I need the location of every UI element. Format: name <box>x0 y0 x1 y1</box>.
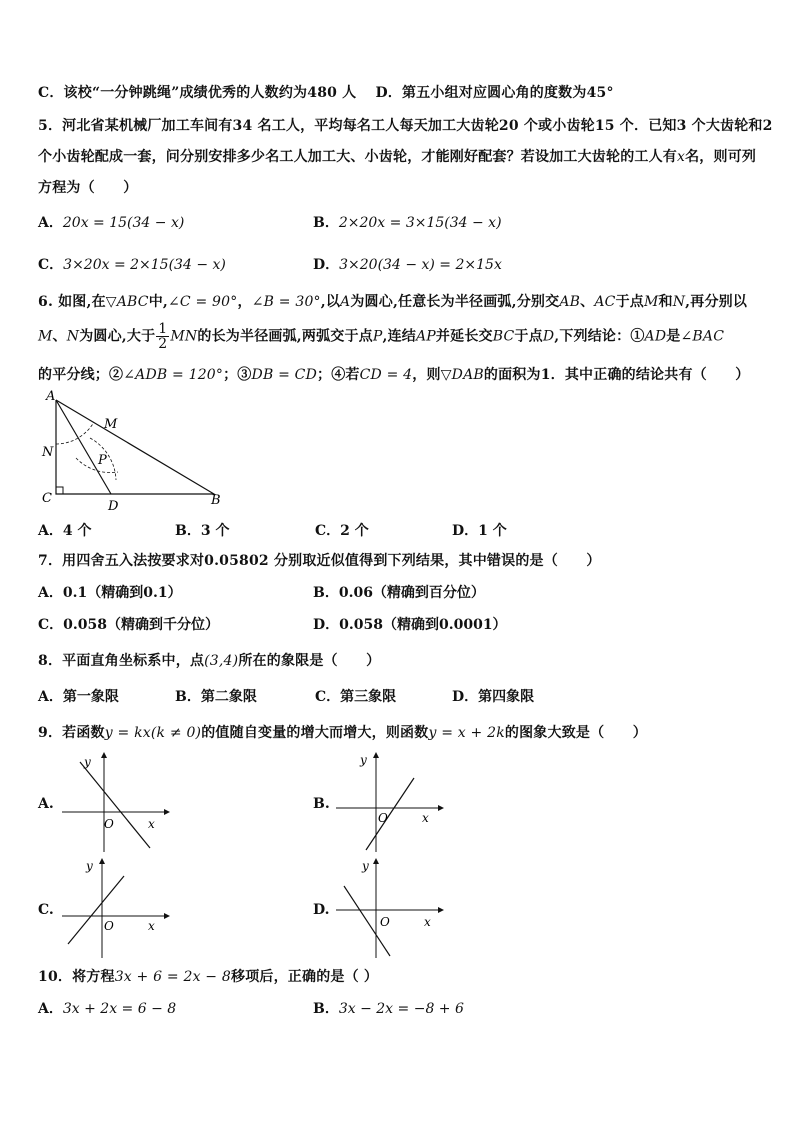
q8-option-a: A．第一象限 <box>38 689 119 705</box>
svg-text:y: y <box>86 859 93 873</box>
q9-option-a-label: A. <box>38 796 54 812</box>
q7-option-d: D．0.058（精确到0.0001） <box>313 617 507 633</box>
q7-option-c: C．0.058（精确到千分位） <box>38 617 219 633</box>
prev-option-d: D．第五小组对应圆心角的度数为45° <box>375 85 614 101</box>
label-a: A <box>46 389 56 404</box>
svg-text:O: O <box>104 919 114 933</box>
right-angle-mark <box>56 487 63 494</box>
q8-option-d: D．第四象限 <box>452 689 535 705</box>
q6-triangle-figure <box>38 388 228 514</box>
svg-text:y: y <box>84 755 91 769</box>
label-p: P <box>98 453 107 468</box>
label-m: M <box>104 417 118 432</box>
label-n: N <box>42 445 54 460</box>
q6-option-d: D．1 个 <box>452 523 507 539</box>
svg-text:x: x <box>422 811 429 825</box>
q9-option-b-label: B. <box>313 796 330 812</box>
q5-stem-line2: 个小齿轮配成一套，问分别安排多少名工人加工大、小齿轮，才能刚好配套？若设加工大齿轮的工人有x名，则可列 <box>38 149 757 165</box>
q5-option-d: D．3×20(34 − x) = 2×15x <box>313 257 502 273</box>
svg-text:y: y <box>362 859 369 873</box>
prev-option-c: C．该校“一分钟跳绳”成绩优秀的人数约为480 人 D．第五小组对应圆心角的度数为45° <box>38 85 614 101</box>
svg-text:y: y <box>360 753 367 767</box>
q6-option-b: B．3 个 <box>175 523 230 539</box>
q5-stem-line3: 方程为（ ） <box>38 180 138 196</box>
q10-option-b: B．3x − 2x = −8 + 6 <box>313 1001 464 1017</box>
label-b: B <box>211 493 221 508</box>
q6-option-a: A．4 个 <box>38 523 92 539</box>
q9-graph-c <box>60 858 170 960</box>
svg-text:x: x <box>424 915 431 929</box>
q9-graph-d <box>334 858 444 960</box>
triangle-abc <box>56 400 214 494</box>
q10-stem: 10．将方程3x + 6 = 2x − 8移项后，正确的是（ ） <box>38 969 379 985</box>
svg-text:O: O <box>380 915 390 929</box>
q7-stem: 7．用四舍五入法按要求对0.05802 分别取近似值得到下列结果，其中错误的是（ ） <box>38 553 601 569</box>
q6-stem-line2: M、N为圆心,大于 $\frac{1}{2}$ MN的长为半径画弧,两弧交于点P,连结AP并延长交BC于点D,下列结论：①AD是∠BAC <box>38 321 725 352</box>
svg-text:x: x <box>148 817 155 831</box>
q7-option-a: A．0.1（精确到0.1） <box>38 585 182 601</box>
label-c: C <box>42 491 52 506</box>
label-d: D <box>108 499 119 514</box>
q9-option-c-label: C. <box>38 902 54 918</box>
q9-option-d-label: D. <box>313 902 330 918</box>
q5-option-a: A．20x = 15(34 − x) <box>38 215 185 231</box>
q5-stem-line1: 5．河北省某机械厂加工车间有34 名工人，平均每名工人每天加工大齿轮20 个或小齿轮15 个．已知3 个大齿轮和2 <box>38 118 773 134</box>
q9-graph-b <box>334 752 444 854</box>
q8-option-b: B．第二象限 <box>175 689 257 705</box>
q8-stem: 8．平面直角坐标系中，点(3,4)所在的象限是（ ） <box>38 653 381 669</box>
svg-text:x: x <box>148 919 155 933</box>
q9-graph-a <box>60 752 170 854</box>
fraction-half: $\frac{1}{2}$ <box>158 321 168 352</box>
bisector-ad <box>56 400 111 494</box>
q6-option-c: C．2 个 <box>315 523 369 539</box>
q9-stem: 9．若函数y = kx(k ≠ 0)的值随自变量的增大而增大，则函数y = x + 2k的图象大致是（ ） <box>38 725 647 741</box>
q5-option-c: C．3×20x = 2×15(34 − x) <box>38 257 226 273</box>
q6-stem-line3: 的平分线；②∠ADB = 120°；③DB = CD；④若CD = 4，则▽DAB的面积为1．其中正确的结论共有（ ） <box>38 367 750 383</box>
q7-option-b: B．0.06（精确到百分位） <box>313 585 485 601</box>
svg-text:O: O <box>104 817 114 831</box>
q5-option-b: B．2×20x = 3×15(34 − x) <box>313 215 502 231</box>
q6-stem-line1: 6. 如图,在▽ABC中,∠C = 90°，∠B = 30°,以A为圆心,任意长为半径画弧,分别交AB、AC于点M和N,再分别以 <box>38 294 748 310</box>
q10-option-a: A．3x + 2x = 6 − 8 <box>38 1001 177 1017</box>
q8-option-c: C．第三象限 <box>315 689 397 705</box>
svg-text:O: O <box>378 811 388 825</box>
